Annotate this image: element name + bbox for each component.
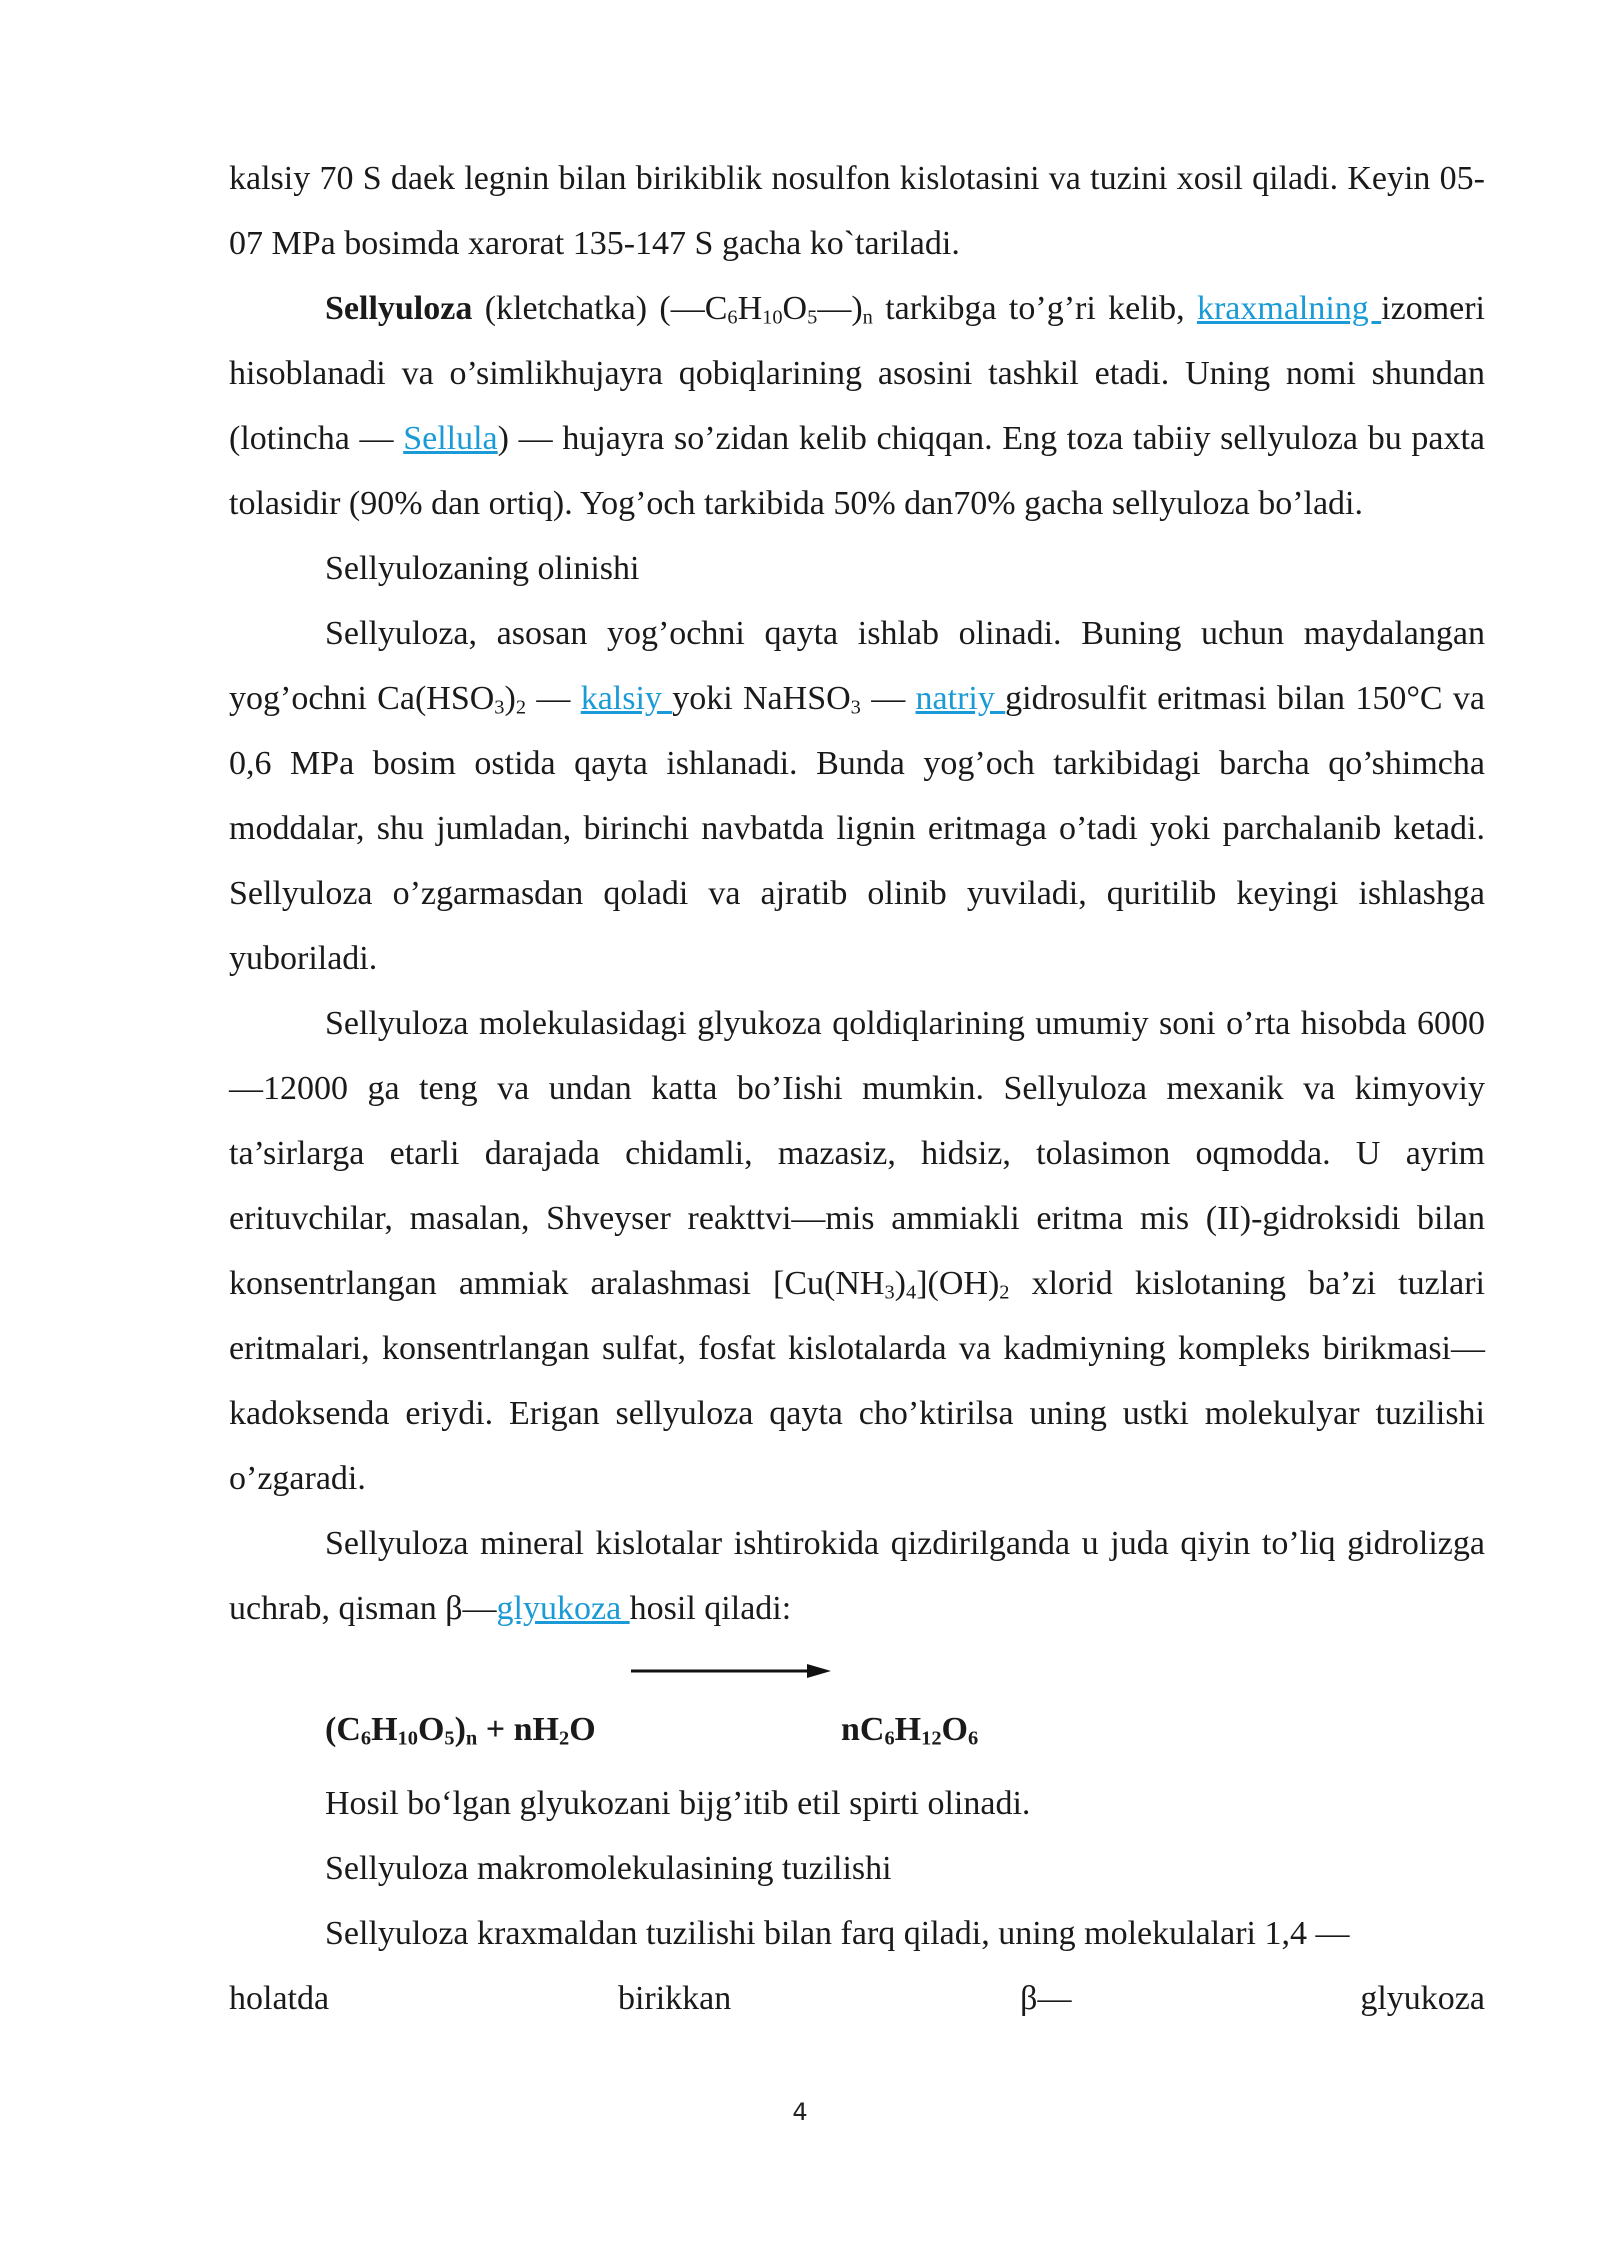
- document-body: [229, 146, 1485, 2031]
- link-kraxmalning[interactable]: kraxmalning: [1196, 290, 1382, 327]
- reactants: $(C_6H_{10}O_5)_n + nH_2O$: [325, 1711, 596, 1750]
- link-glyukoza[interactable]: glyukoza: [496, 1590, 630, 1627]
- paragraph-structure-continuation: holatda birikkan β— glyukoza: [229, 1980, 1485, 2017]
- paragraph-structure: Sellyuloza kraxmaldan tuzilishi bilan farq qiladi, uning molekulalari 1,4 —: [325, 1915, 1350, 1952]
- page-number: 4: [792, 2098, 808, 2126]
- paragraph-hydrolysis: Sellyuloza mineral kislotalar ishtirokida qizdirilganda u juda qiyin to’liq gidrolizga uchrab, qisman β—glyukoza hosil qiladi:: [229, 1525, 1485, 1627]
- products: $nC_6H_{12}O_6$: [841, 1711, 979, 1750]
- paragraph-production: Sellyuloza, asosan yog’ochni qayta ishlab olinadi. Buning uchun maydalangan yog’ochni $Ca(HSO_3)_2$ — kalsiy yoki NaHSO$_3$ — natriy gidrosulfit eritmasi bilan 150°C va 0,6 MPa bosim ostida qayta ishlanadi. Bunda yog’och tarkibidagi barcha qo’shimcha moddalar, shu jumladan, birinchi navbatda lignin eritmaga o’tadi yoki parchalanib ketadi. Sellyuloza o’zgarmasdan qoladi va ajratib olinib yuviladi, quritilib keyingi ishlashga yuboriladi.: [229, 615, 1486, 977]
- heading-sellyulozaning-olinishi: Sellyulozaning olinishi: [325, 550, 640, 587]
- heading-structure: Sellyuloza makromolekulasining tuzilishi: [325, 1850, 892, 1887]
- link-kalsiy[interactable]: kalsiy: [580, 680, 673, 717]
- paragraph-properties: Sellyuloza molekulasidagi glyukoza qoldiqlarining umumiy soni o’rta hisobda 6000—12000 ga teng va undan katta bo’Iishi mumkin. Sellyuloza mexanik va kimyoviy ta’sirlarga etarli darajada chidamli, mazasiz, hidsiz, tolasimon oqmodda. U ayrim erituvchilar, masalan, Shveyser reakttvi—mis ammiakli eritma mis (II)-gidroksidi bilan konsentrlangan ammiak aralashmasi $[Cu(NH_3)_4](OH)_2$ xlorid kislotaning ba’zi tuzlari eritmalari, konsentrlangan sulfat, fosfat kislotalarda va kadmiyning kompleks birikmasi—kadoksenda eriydi. Erigan sellyuloza qayta cho’ktirilsa uning ustki molekulyar tuzilishi o’zgaradi.: [229, 1005, 1486, 1497]
- reaction-equation: [229, 1641, 1485, 1771]
- link-natriy[interactable]: natriy: [915, 680, 1006, 717]
- reaction-arrow-icon: [631, 1661, 831, 1681]
- link-sellula[interactable]: Sellula: [403, 420, 498, 457]
- paragraph-cellulose-intro: Sellyuloza (kletchatka) $(—C_6H_{10}O_5—)_n$ tarkibga to’g’ri kelib, kraxmalning izomeri hisoblanadi va o’simlikhujayra qobiqlarining asosini tashkil etadi. Uning nomi shundan (lotincha — Sellula) — hujayra so’zidan kelib chiqqan. Eng toza tabiiy sellyuloza bu paxta tolasidir (90% dan ortiq). Yog’och tarkibida 50% dan70% gacha sellyuloza bo’ladi.: [229, 290, 1486, 522]
- paragraph-1: kalsiy 70 S daek legnin bilan birikiblik nosulfon kislotasini va tuzini xosil qiladi. Keyin 05-07 MPa bosimda xarorat 135-147 S gacha ko`tariladi.: [229, 160, 1485, 262]
- term-sellyuloza: Sellyuloza: [325, 290, 473, 327]
- paragraph-fermentation: Hosil bo‘lgan glyukozani bijg’itib etil spirti olinadi.: [325, 1785, 1031, 1822]
